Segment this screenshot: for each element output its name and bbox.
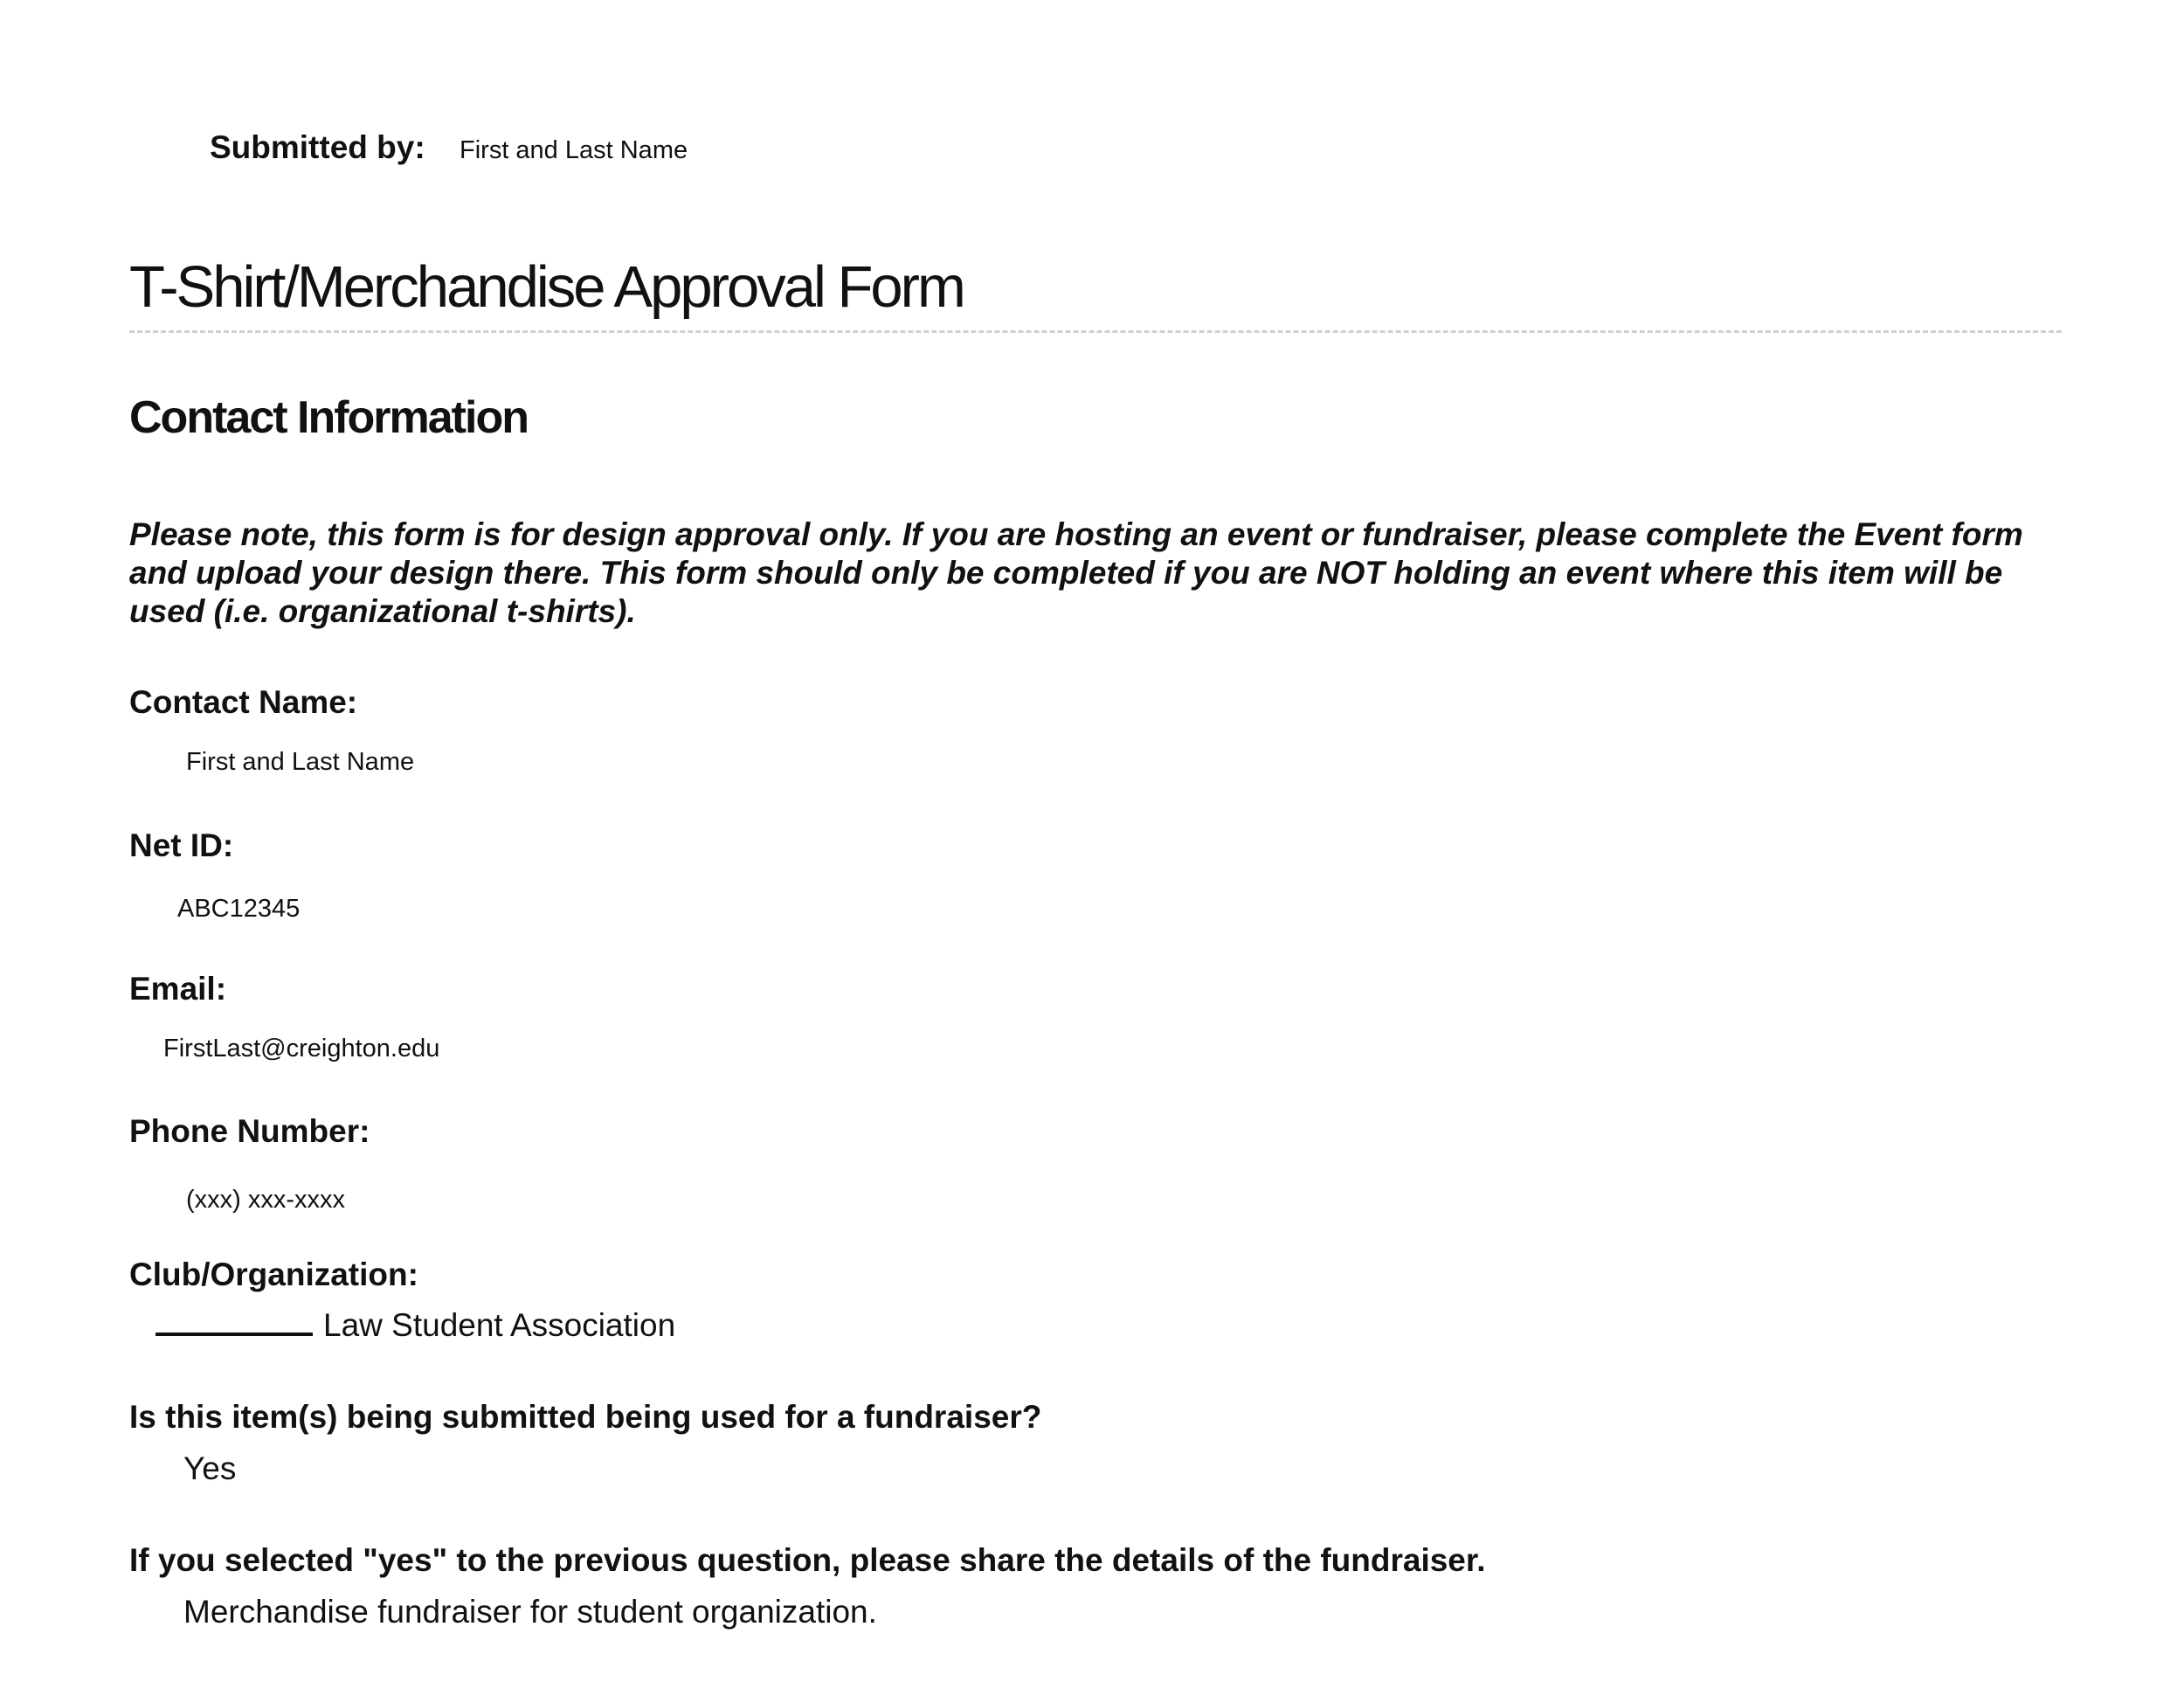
fundraiser-details-label: If you selected "yes" to the previous question, please share the details of the fundraiser.: [129, 1542, 1486, 1578]
fundraiser-question-label: Is this item(s) being submitted being used for a fundraiser?: [129, 1399, 1042, 1435]
contact-name-label: Contact Name:: [129, 684, 358, 720]
blank-underline: [156, 1333, 313, 1336]
club-organization-value: Law Student Association: [323, 1307, 676, 1343]
contact-name-value: First and Last Name: [186, 748, 415, 776]
phone-number-label: Phone Number:: [129, 1113, 370, 1149]
email-value: FirstLast@creighton.edu: [163, 1035, 440, 1063]
email-label: Email:: [129, 971, 227, 1007]
fundraiser-details-value: Merchandise fundraiser for student organization.: [183, 1594, 877, 1630]
section-heading-contact: Contact Information: [129, 392, 528, 443]
design-approval-notice: Please note, this form is for design approval only. If you are hosting an event or fundraiser, please complete the Event form and upload your design there. This form should only be completed if you are NOT holding an event where this item will be used (i.e. organizational t-shirts).: [129, 516, 2023, 629]
club-organization-label: Club/Organization:: [129, 1256, 418, 1292]
fundraiser-question-value: Yes: [183, 1450, 237, 1486]
form-title: T-Shirt/Merchandise Approval Form: [129, 254, 964, 320]
title-divider: [129, 330, 2062, 333]
net-id-value: ABC12345: [177, 895, 301, 923]
phone-number-value: (xxx) xxx-xxxx: [186, 1186, 346, 1214]
submitted-by-label: Submitted by:: [210, 129, 425, 165]
club-organization-row: [156, 1307, 675, 1344]
net-id-label: Net ID:: [129, 827, 234, 863]
submitted-by-value: First and Last Name: [460, 136, 688, 164]
